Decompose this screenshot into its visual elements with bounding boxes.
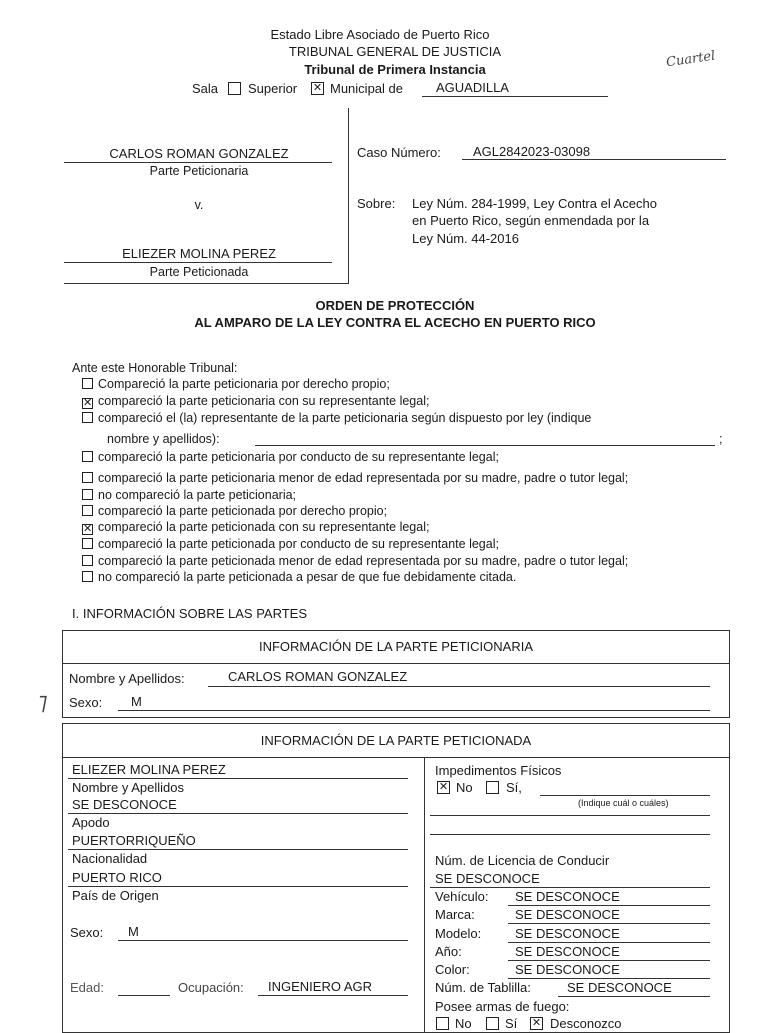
appearance-item <box>82 411 591 425</box>
appearance-item-label: compareció la parte peticionaria por conducto de su representante legal; <box>98 450 499 464</box>
appearance-item-label: compareció la parte peticionada menor de edad representada por su madre, padre o tutor legal; <box>98 554 629 568</box>
appearance-item-label: no compareció la parte peticionada a pesar de que fue debidamente citada. <box>98 570 517 584</box>
margin-mark: ˥ <box>36 690 48 718</box>
firearms-yes-label: Sí <box>505 1016 518 1031</box>
impairments-hint: (Indique cuál o cuáles) <box>578 798 669 808</box>
petitioner-name: CARLOS ROMAN GONZALEZ <box>109 146 289 161</box>
appearance-checkbox[interactable] <box>82 412 93 423</box>
about-label: Sobre: <box>357 196 396 211</box>
appearance-item <box>82 554 628 568</box>
appearance-item <box>82 537 499 551</box>
plate-label: Núm. de Tablilla: <box>435 980 531 995</box>
firearms-unknown-checkbox[interactable]: ✕ <box>531 1017 542 1029</box>
respondent-nationality-value: PUERTORRIQUEÑO <box>72 833 196 848</box>
color-value: SE DESCONOCE <box>515 962 620 977</box>
appearance-item-label: compareció la parte peticionada por derecho propio; <box>98 504 388 518</box>
make-label: Marca: <box>435 907 475 922</box>
respondent-alias-value: SE DESCONOCE <box>72 797 177 812</box>
respondent-alias-line <box>68 813 408 814</box>
respondent-age-line <box>118 995 170 996</box>
versus: v. <box>194 198 204 212</box>
appearance-checkbox[interactable] <box>82 378 93 389</box>
appearance-item <box>82 520 429 535</box>
appearance-item <box>82 471 628 485</box>
appearance-checkbox[interactable] <box>82 505 93 516</box>
petitioner-info-title: INFORMACIÓN DE LA PARTE PETICIONARIA <box>258 639 533 654</box>
appearance-item-label: compareció el (la) representante de la parte peticionaria según dispuesto por ley (indique <box>98 411 592 425</box>
municipal-checkbox[interactable]: ✕ <box>312 82 323 94</box>
appearance-item <box>82 377 390 391</box>
appearance-checkbox[interactable] <box>82 472 93 483</box>
respondent-role: Parte Peticionada <box>149 265 249 279</box>
petitioner-role: Parte Peticionaria <box>149 164 249 178</box>
respondent-sex-label: Sexo: <box>70 925 104 940</box>
names-underline <box>255 445 715 446</box>
appearance-item-label: no compareció la parte peticionaria; <box>98 488 297 502</box>
respondent-name-line <box>68 778 408 779</box>
section1-heading: I. INFORMACIÓN SOBRE LAS PARTES <box>72 606 308 621</box>
model-value: SE DESCONOCE <box>515 926 620 941</box>
appearance-checkbox[interactable] <box>82 571 93 582</box>
respondent-occupation-value: INGENIERO AGR <box>268 979 373 994</box>
order-title-line-1: ORDEN DE PROTECCIÓN <box>315 298 475 313</box>
respondent-info-title: INFORMACIÓN DE LA PARTE PETICIONADA <box>260 733 532 748</box>
year-label: Año: <box>435 944 462 959</box>
municipality-underline <box>422 96 608 97</box>
impairments-label: Impedimentos Físicos <box>435 763 562 778</box>
impairments-field-line <box>540 795 710 796</box>
vehicle-line <box>508 905 710 906</box>
petitioner-name-label: Nombre y Apellidos: <box>69 671 185 686</box>
petitioner-name-value: CARLOS ROMAN GONZALEZ <box>228 669 408 684</box>
about-line-1: Ley Núm. 284-1999, Ley Contra el Acecho <box>412 196 657 211</box>
appearance-checkbox[interactable] <box>82 555 93 566</box>
about-line-3: Ley Núm. 44-2016 <box>412 231 519 246</box>
respondent-occupation-label: Ocupación: <box>178 980 244 995</box>
make-line <box>508 923 710 924</box>
firearms-no-label: No <box>455 1016 472 1031</box>
respondent-origin-line <box>68 886 408 887</box>
header-line-3: Tribunal de Primera Instancia <box>304 62 486 77</box>
impairments-yes-checkbox[interactable] <box>486 781 499 794</box>
respondent-nationality-line <box>68 849 408 850</box>
respondent-name-value: ELIEZER MOLINA PEREZ <box>72 762 226 777</box>
caption-bottom-rule <box>64 283 348 284</box>
municipal-label: Municipal de <box>330 81 403 96</box>
license-label: Núm. de Licencia de Conducir <box>435 853 610 868</box>
appearance-item-label: compareció la parte peticionaria con su representante legal; <box>98 394 430 408</box>
appearance-checkbox[interactable]: ✕ <box>83 397 93 409</box>
superior-label: Superior <box>248 81 298 96</box>
appearance-checkbox[interactable] <box>82 489 93 500</box>
respondent-nationality-label: Nacionalidad <box>72 851 148 866</box>
case-number: AGL2842023-03098 <box>473 144 591 159</box>
respondent-name: ELIEZER MOLINA PEREZ <box>122 246 276 261</box>
vehicle-value: SE DESCONOCE <box>515 889 620 904</box>
firearms-label: Posee armas de fuego: <box>435 999 570 1014</box>
petitioner-name-underline <box>64 162 332 163</box>
handwritten-note: Cuartel <box>665 48 717 71</box>
plate-line <box>558 996 710 997</box>
appearance-checkbox[interactable] <box>82 538 93 549</box>
respondent-origin-value: PUERTO RICO <box>72 870 162 885</box>
respondent-sex-value: M <box>128 924 139 939</box>
appearance-item <box>82 504 387 518</box>
appearance-item <box>82 488 296 502</box>
impairments-no-label: No <box>456 780 473 795</box>
appearance-item-label: compareció la parte peticionada por conducto de su representante legal; <box>98 537 499 551</box>
respondent-alias-label: Apodo <box>72 815 110 830</box>
respondent-age-label: Edad: <box>70 980 104 995</box>
firearms-unknown-label: Desconozco <box>550 1016 622 1031</box>
appearance-item <box>82 450 499 464</box>
make-value: SE DESCONOCE <box>515 907 620 922</box>
petitioner-sex-value: M <box>131 694 142 709</box>
appearance-checkbox[interactable] <box>82 451 93 462</box>
appearance-item-label: compareció la parte peticionada con su representante legal; <box>98 520 430 534</box>
impairments-extra-line-1 <box>430 815 710 816</box>
respondent-name-underline <box>64 262 332 263</box>
color-label: Color: <box>435 962 470 977</box>
petitioner-sex-field-line <box>118 710 710 711</box>
impairments-extra-line-2 <box>430 834 710 835</box>
case-label: Caso Número: <box>357 145 441 160</box>
appearance-item <box>82 394 429 409</box>
order-title-line-2: AL AMPARO DE LA LEY CONTRA EL ACECHO EN PUERTO RICO <box>194 315 596 330</box>
respondent-title-rule <box>62 757 730 758</box>
case-number-underline <box>462 159 726 160</box>
color-line <box>508 978 710 979</box>
names-continuation: nombre y apellidos): <box>107 432 220 446</box>
respondent-column-divider <box>424 757 425 1033</box>
respondent-occupation-line <box>258 995 408 996</box>
plate-value: SE DESCONOCE <box>567 980 672 995</box>
model-line <box>508 942 710 943</box>
header-line-2: TRIBUNAL GENERAL DE JUSTICIA <box>288 44 502 59</box>
caption-divider <box>348 108 349 284</box>
impairments-yes-label: Sí, <box>506 780 522 795</box>
license-value: SE DESCONOCE <box>435 871 540 886</box>
header-line-1: Estado Libre Asociado de Puerto Rico <box>270 27 490 42</box>
respondent-sex-line <box>118 940 408 941</box>
appearance-item-label: compareció la parte peticionaria menor de edad representada por su madre, padre o tutor legal; <box>98 471 629 485</box>
appearance-checkbox[interactable]: ✕ <box>83 523 93 535</box>
sala-label: Sala <box>192 81 219 96</box>
vehicle-label: Vehículo: <box>435 889 489 904</box>
about-line-2: en Puerto Rico, según enmendada por la <box>412 213 650 228</box>
model-label: Modelo: <box>435 926 482 941</box>
respondent-origin-label: País de Origen <box>72 888 159 903</box>
impairments-no-checkbox[interactable]: ✕ <box>438 781 449 793</box>
year-line <box>508 960 710 961</box>
superior-checkbox[interactable] <box>228 82 241 95</box>
municipality-value: AGUADILLA <box>436 80 509 95</box>
petitioner-sex-label: Sexo: <box>69 695 103 710</box>
appearance-item-label: Compareció la parte peticionaria por derecho propio; <box>98 377 390 391</box>
petitioner-name-field-line <box>208 686 710 687</box>
appearance-intro: Ante este Honorable Tribunal: <box>72 361 238 375</box>
license-line <box>430 887 710 888</box>
appearance-item <box>82 570 516 584</box>
petitioner-title-rule <box>62 663 730 664</box>
respondent-name-label: Nombre y Apellidos <box>72 780 184 795</box>
year-value: SE DESCONOCE <box>515 944 620 959</box>
names-end: ; <box>719 432 723 446</box>
